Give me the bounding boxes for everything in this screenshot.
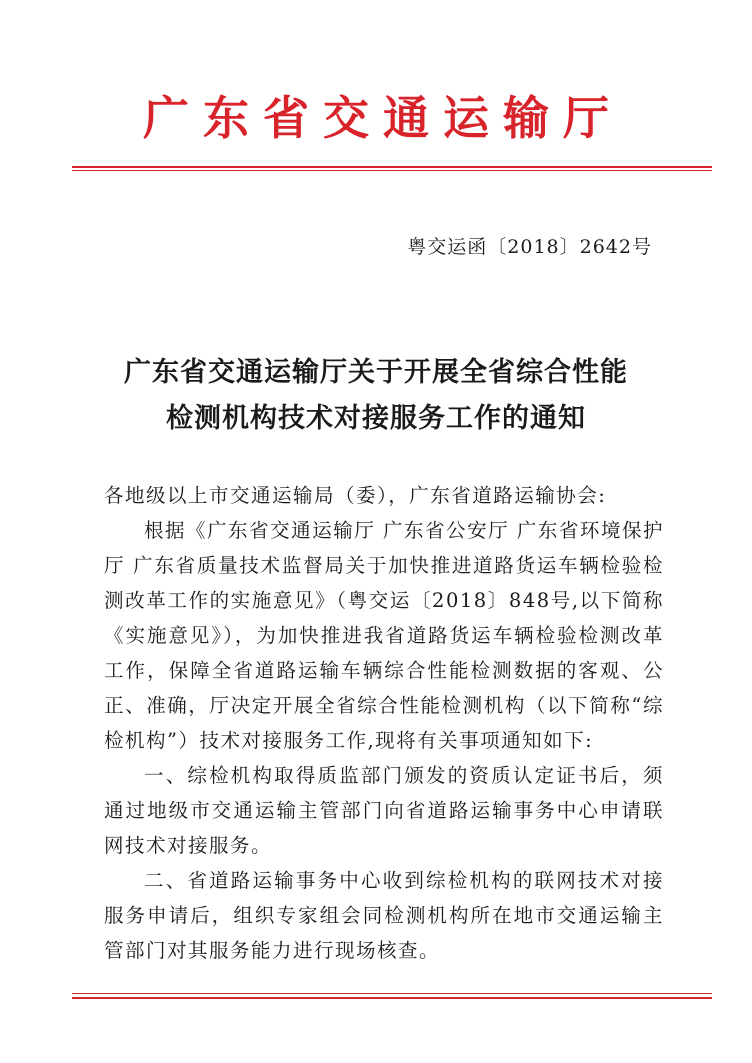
header-red-rule-bottom: [72, 170, 712, 171]
body-paragraph-1: 根据《广东省交通运输厅 广东省公安厅 广东省环境保护厅 广东省质量技术监督局关于加快推进道路货运车辆检验检测改革工作的实施意见》（粤交运〔2018〕848号,以下简称《实施意见》），为加快推进我省道路货运车辆检验检测改革工作，保障全省道路运输车辆综合性能检测数据的客观、公正、准确，厅决定开展全省综合性能检测机构（以下简称“综检机构”）技术对接服务工作,现将有关事项通知如下:: [104, 519, 664, 752]
document-number: 粤交运函〔2018〕2642号: [407, 236, 652, 258]
body-paragraph-3: 二、省道路运输事务中心收到综检机构的联网技术对接服务申请后，组织专家组会同检测机构所在地市交通运输主管部门对其服务能力进行现场核查。: [104, 869, 664, 962]
organization-header: 广东省交通运输厅: [143, 91, 623, 145]
document-title: [0, 350, 752, 442]
footer-red-rule-bottom: [72, 997, 712, 999]
document-title-line-1: 广东省交通运输厅关于开展全省综合性能: [124, 357, 628, 388]
header-red-rule-top: [72, 166, 712, 168]
footer-red-rule-top: [72, 993, 712, 994]
document-body: [104, 478, 664, 968]
body-paragraph-2: 一、综检机构取得质监部门颁发的资质认定证书后，须通过地级市交通运输主管部门向省道路运输事务中心申请联网技术对接服务。: [104, 764, 664, 857]
document-title-line-2: 检测机构技术对接服务工作的通知: [166, 403, 586, 434]
salutation: 各地级以上市交通运输局（委），广东省道路运输协会:: [104, 484, 607, 507]
